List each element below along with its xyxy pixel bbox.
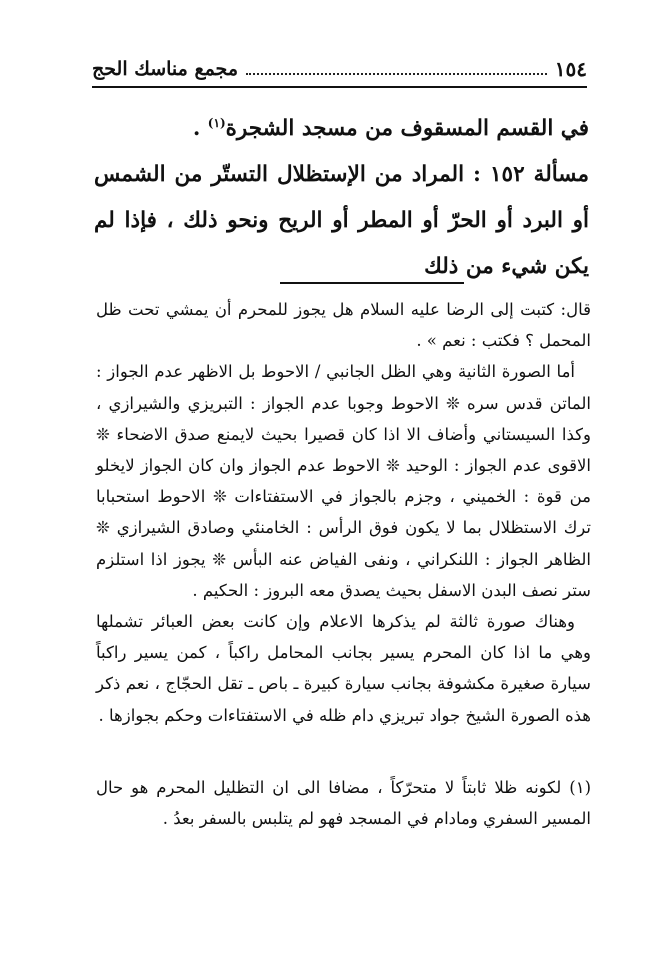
commentary-block [96,294,591,731]
main-line-1 [94,106,589,152]
main-line-1-text: في القسم المسقوف من مسجد الشجرة [225,116,589,141]
running-title: مجمع مناسك الحج [92,58,238,80]
page-header [92,52,587,88]
section-separator-line [280,282,464,284]
commentary-para-3: وهناك صورة ثالثة لم يذكرها الاعلام وإن كانت بعض العبائر تشملها وهي ما اذا كان المحرم يسير بجانب المحامل راكباً ، كمن يسير راكباً سيارة صغيرة مكشوفة بجانب سيارة كبيرة ـ باص ـ تقل الحجّاج ، نعم ذكر هذه الصورة الشيخ جواد تبريزي دام ظله في الاستفتاءات وحكم بجوازها . [96,612,591,725]
masala-label: مسألة [533,162,589,187]
footnote-marker: (١) [569,778,591,797]
header-leader-dots [238,63,555,75]
main-text [94,106,589,290]
masala-text: : المراد من الإستظلال التستّر من الشمس أو البرد أو الحرّ أو المطر أو الريح ونحو ذلك ، فإذا لم يكن شيء من ذلك [94,162,589,279]
main-line-1-end: . [192,116,208,141]
footnote-block [96,772,591,834]
masala-paragraph [94,152,589,290]
footnote-reference: (١) [207,115,226,130]
footnote-text: لكونه ظلا ثابتاً لا متحرّكاً ، مضافا الى ان التظليل المحرم هو حال المسير السفري ومادام في المسجد فهو لم يتلبس بالسفر بعدُ . [96,778,591,829]
footnote-1 [96,772,591,834]
commentary-para-1: قال: كتبت إلى الرضا عليه السلام هل يجوز للمحرم أن يمشي تحت ظل المحمل ؟ فكتب : نعم » . [96,300,591,351]
page-number: ١٥٤ [554,57,587,81]
commentary-para-2: أما الصورة الثانية وهي الظل الجانبي / الاحوط بل الاظهر عدم الجواز : الماتن قدس سره ❊ الاحوط وجوبا عدم الجواز : التبريزي والشيرازي ، وكذا السيستاني وأضاف الا اذا كان قصيرا بحيث لايمنع صدق الاضحاء ❊ الاقوى عدم الجواز : الوحيد ❊ الاحوط عدم الجواز وان كان الجواز لايخلو من قوة : الخميني ، وجزم بالجواز في الاستفتاءات ❊ الاحوط استحبابا ترك الاستظلال بما لا يكون فوق الرأس : الخامنئي وصادق الشيرازي ❊ الظاهر الجواز : اللنكراني ، ونفى الفياض عنه البأس ❊ يجوز اذا استلزم ستر نصف البدن الاسفل بحيث يصدق معه البروز : الحكيم . [96,362,591,600]
masala-number: ١٥٢ [490,162,525,187]
